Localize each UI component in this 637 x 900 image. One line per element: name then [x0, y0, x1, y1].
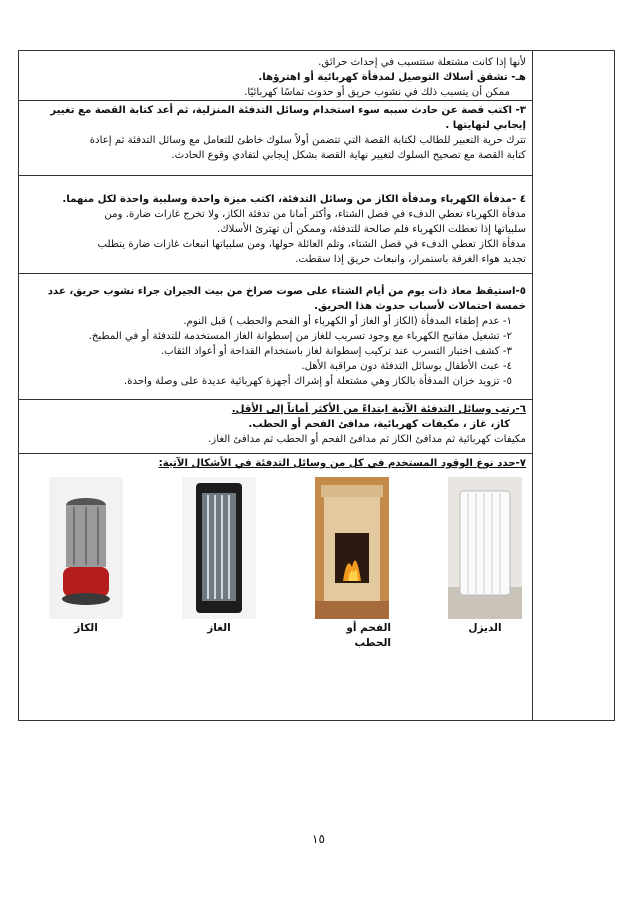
caption-kerosene: الكاز [74, 622, 98, 634]
answer-line: سلبياتها إذا تعطلت الكهرباء فلم صالحة للتدفئة، وممكن أن تهترئ الأسلاك. [216, 224, 526, 235]
section-q7 [19, 453, 532, 651]
list-item: ٥- تزويد خزان المدفأة بالكاز وهي مشتعلة أو إشراك أجهزة كهربائية عديدة على وصلة واحدة. [123, 376, 512, 387]
radiator-image [448, 477, 522, 619]
caption-diesel: الديزل [468, 622, 502, 634]
fireplace-image [315, 477, 389, 619]
text-line: ممكن أن يتسبب ذلك في نشوب حريق أو حدوث تماسًا كهربائيًا. [244, 87, 510, 98]
side-column [532, 51, 614, 720]
text-line: لأنها إذا كانت مشتعلة ستتسبب في إحداث حرائق. [318, 57, 526, 68]
figure-fireplace [313, 477, 391, 651]
list-item: ١- عدم إطفاء المدفأة (الكاز أو الغاز أو الكهرباء أو الفحم والحطب ) قبل النوم. [183, 316, 512, 327]
answer-column [19, 51, 532, 720]
page-number: ١٥ [312, 832, 325, 846]
gas-heater-image [182, 477, 256, 619]
worksheet-table [18, 50, 615, 721]
question-title: ٣- اكتب قصة عن حادث سببه سوء استخدام وسائل التدفئة المنزلية، ثم أعد كتابة القصة مع تغيير إيجابي لنهايتها . [50, 105, 526, 131]
caption-coal-wood: الفحم أو الحطب [346, 622, 391, 649]
section-r1 [19, 53, 532, 100]
question-subtitle: كاز، غاز ، مكيفات كهربائية، مدافئ الفحم أو الحطب. [248, 419, 510, 430]
caption-gas: الغاز [207, 622, 231, 634]
figure-kerosene-heater [47, 477, 125, 651]
answer-line: مدفأة الكهرباء تعطي الدفء في فصل الشتاء، وأكثر أمانا من تدفئة الكاز، ولا تخرج غازات ضارة. ومن [104, 209, 526, 220]
item-heading: هـ- تشقق أسلاك التوصيل لمدفأة كهربائية أو اهترؤها. [258, 72, 526, 83]
answer-line: تترك حرية التعبير للطالب لكتابة القصة التي تتضمن أولاً سلوك خاطئ للتعامل مع وسائل التدفئة ثم إعادة [89, 135, 526, 146]
figure-gas-heater [180, 477, 258, 651]
question-title: ٥-استيقظ معاذ ذات يوم من أيام الشتاء على صوت صراخ من بيت الجيران جراء نشوب حريق، عدد خمسة احتمالات لأسباب حدوث هذا الحريق. [47, 286, 526, 312]
answer-line: كتابة القصة مع تصحيح السلوك لتغيير نهاية القصة بشكل إيجابي لتفادي وقوع الحادث. [171, 150, 526, 161]
reasons-list [23, 314, 526, 389]
answer-line: مدفأة الكاز تعطي الدفء في فصل الشتاء، وتلم العائلة حولها، ومن سلبياتها انبعاث غازات ضارة يتطلب [97, 239, 526, 250]
list-item: ٣- كشف اختبار التسرب عند تركيب إسطوانة لغاز باستخدام القداحة أو أعواد الثقاب. [160, 346, 512, 357]
section-q4 [19, 175, 532, 273]
figure-radiator [446, 477, 524, 651]
question-title: ٦-رتب وسائل التدفئة الآتية ابتداءً من الأكثر أماناً إلى الأقل. [231, 404, 526, 415]
list-item: ٤- عبث الأطفال بوسائل التدفئة دون مراقبة الأهل. [301, 361, 512, 372]
question-title: ٧-حدد نوع الوقود المستخدم في كل من وسائل التدفئة في الأشكال الآتية: [158, 458, 526, 469]
answer-line: تجديد هواء الغرفة باستمرار، وانبعاث حريق إذا سقطت. [295, 254, 526, 265]
heater-images [23, 471, 526, 651]
answer-line: مكيفات كهربائية ثم مدافئ الكاز ثم مدافئ الفحم أو الحطب ثم مدافئ الغاز. [208, 434, 526, 445]
section-q5 [19, 273, 532, 399]
section-q6 [19, 399, 532, 453]
question-title: ٤ -مدفأة الكهرباء ومدفأة الكاز من وسائل التدفئة، اكتب ميزة واحدة وسلبية واحدة لكل منهما. [62, 194, 526, 205]
section-q3 [19, 100, 532, 175]
list-item: ٢- تشغيل مفاتيح الكهرباء مع وجود تسريب للغاز من إسطوانة الغاز المستخدمة للتدفئة أو في المطبخ. [88, 331, 512, 342]
kerosene-heater-image [49, 477, 123, 619]
